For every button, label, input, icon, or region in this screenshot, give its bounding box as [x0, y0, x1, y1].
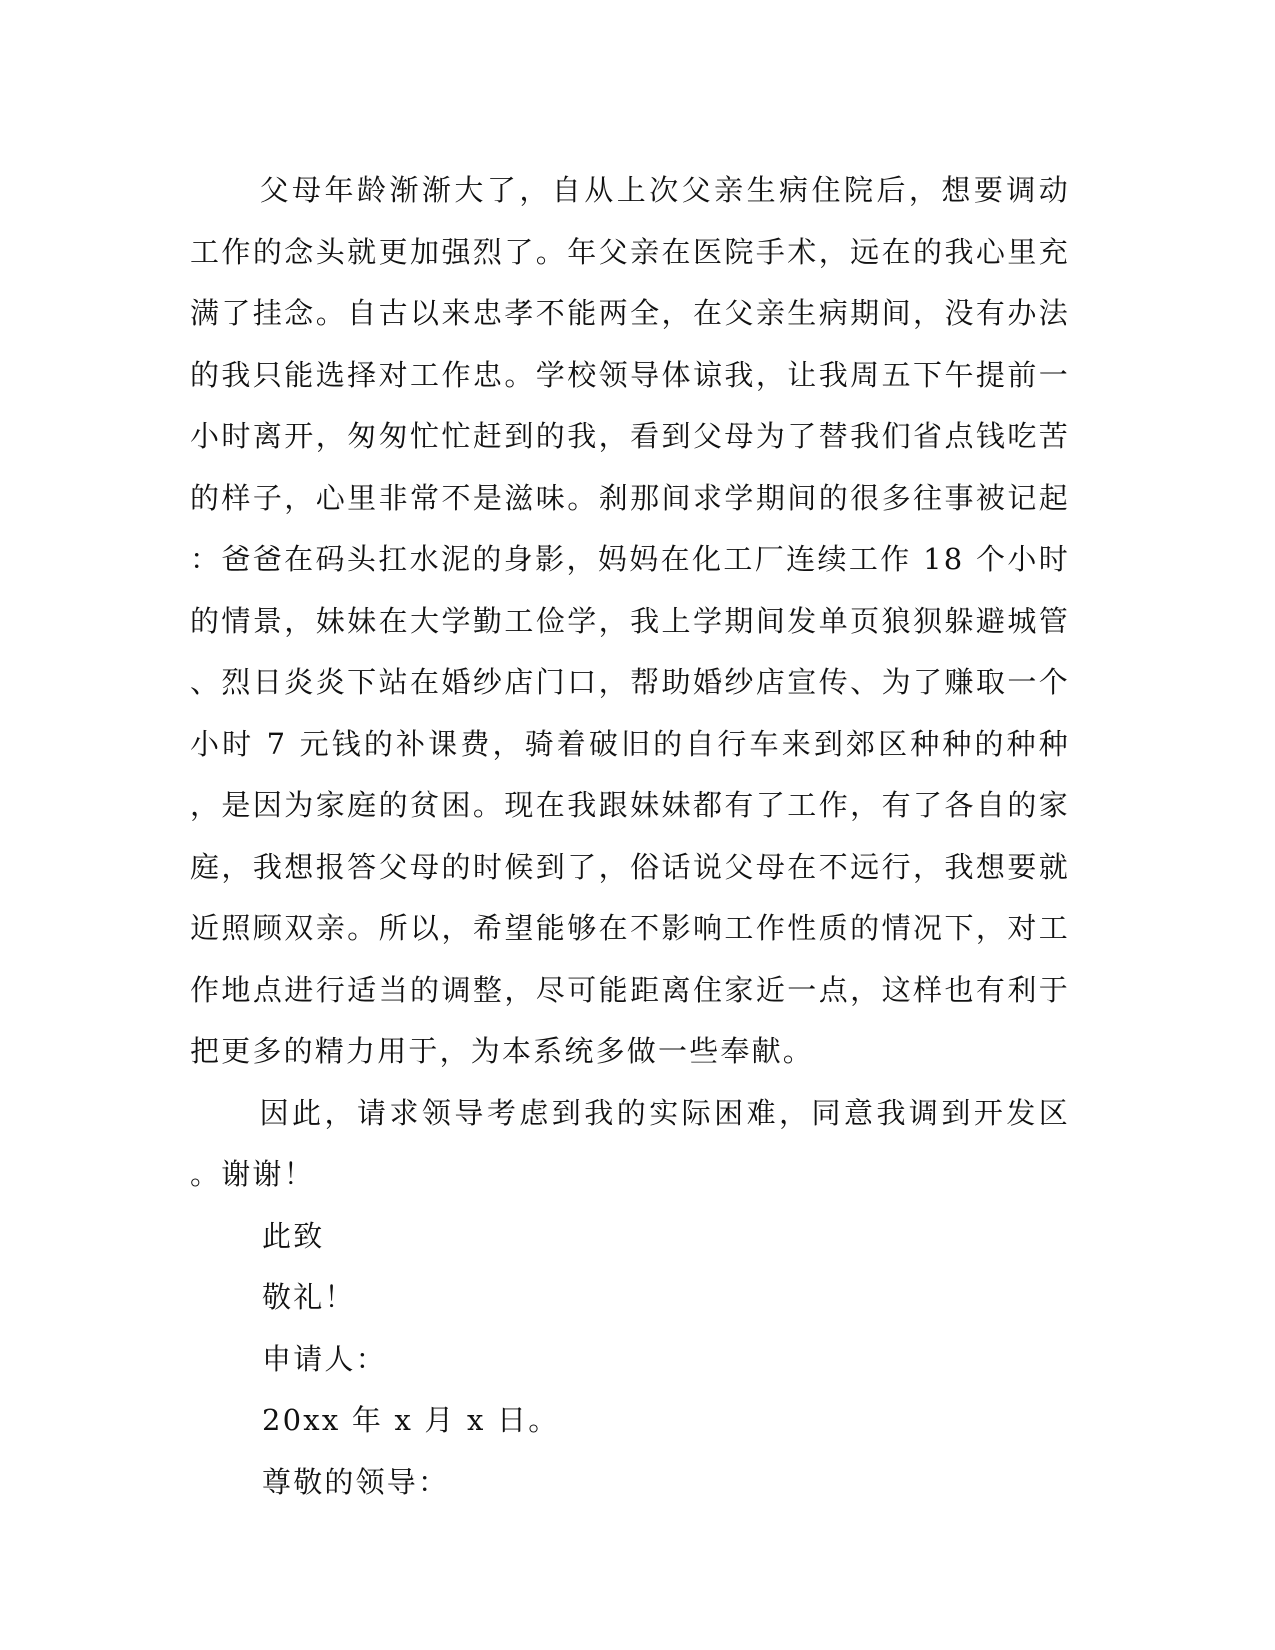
- paragraph-request: 因此，请求领导考虑到我的实际困难，同意我调到开发区。谢谢！: [190, 1095, 1070, 1191]
- closing-line: 此致: [262, 1218, 325, 1253]
- paragraph-main: 父母年龄渐渐大了，自从上次父亲生病住院后，想要调动工作的念头就更加强烈了。年父亲在医院手术，远在的我心里充满了挂念。自古以来忠孝不能两全，在父亲生病期间，没有办法的我只能选择对工作忠。学校领导体谅我，让我周五下午提前一小时离开，匆匆忙忙赶到的我，看到父母为了替我们省点钱吃苦的样子，心里非常不是滋味。刹那间求学期间的很多往事被记起：爸爸在码头扛水泥的身影，妈妈在化工厂连续工作 18 个小时的情景，妹妹在大学勤工俭学，我上学期间发单页狼狈躲避城管、烈日炎炎下站在婚纱店门口，帮助婚纱店宣传、为了赚取一个小时 7 元钱的补课费，骑着破旧的自行车来到郊区种种的种种，是因为家庭的贫困。现在我跟妹妹都有了工作，有了各自的家庭，我想报答父母的时候到了，俗话说父母在不远行，我想要就近照顾双亲。所以，希望能够在不影响工作性质的情况下，对工作地点进行适当的调整，尽可能距离住家近一点，这样也有利于把更多的精力用于，为本系统多做一些奉献。: [190, 173, 1070, 1068]
- salute-line: 敬礼！: [262, 1280, 356, 1314]
- date-line: 20xx 年 x 月 x 日。: [262, 1403, 560, 1437]
- applicant-line: 申请人：: [262, 1341, 387, 1376]
- greeting-line: 尊敬的领导：: [262, 1464, 450, 1499]
- letter-body: [190, 160, 1070, 1513]
